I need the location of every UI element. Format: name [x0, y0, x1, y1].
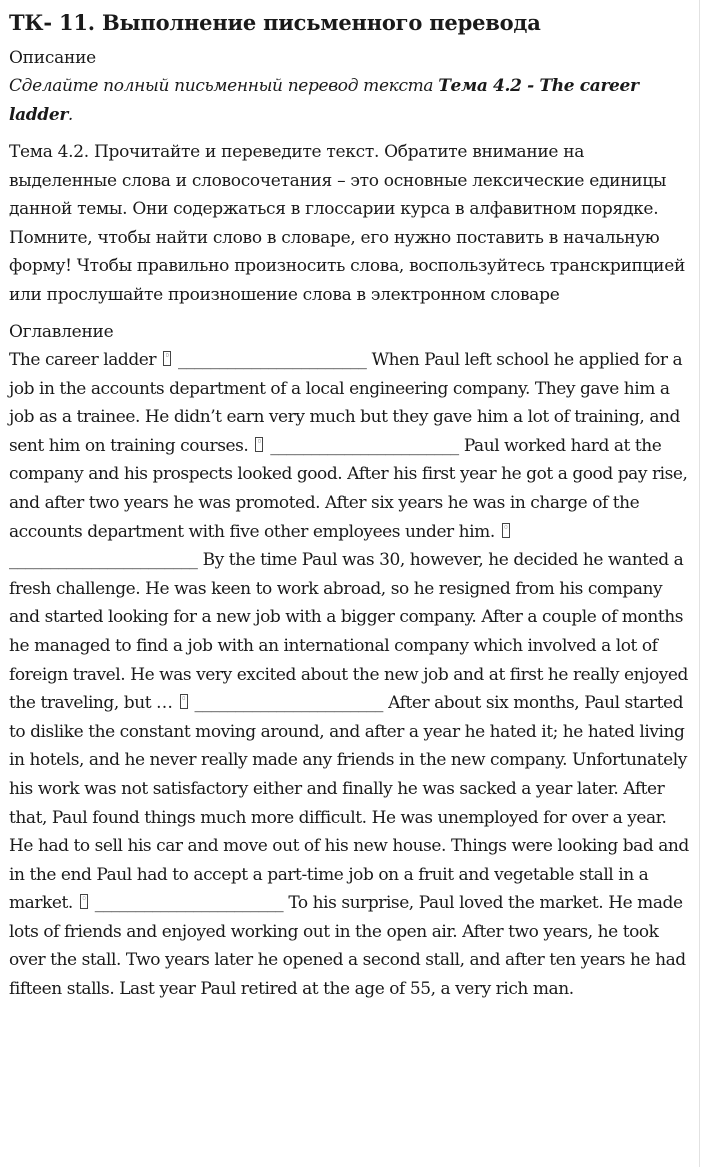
missing-glyph-icon: □: [502, 523, 510, 538]
text-heading: The career ladder: [9, 350, 157, 370]
missing-glyph-icon: □: [255, 437, 263, 452]
missing-glyph-icon: □: [163, 351, 171, 366]
page-title: ТК- 11. Выполнение письменного перевода: [9, 10, 541, 35]
text-body: [9, 346, 691, 1004]
contents-label: Оглавление: [9, 322, 114, 342]
missing-glyph-icon: □: [80, 894, 88, 909]
paragraph-1: When Paul left school he applied for a job in the accounts department of a local engineering company. They gave him a job as a trainee. He didn’t earn very much but they gave him a lot of training, and sent him on training courses.: [9, 350, 683, 456]
blank-line: _______________________: [94, 893, 284, 914]
task-topic: Тема 4.2 - The career ladder: [9, 76, 639, 125]
blank-line: _______________________: [178, 350, 367, 370]
paragraph-5: To his surprise, Paul loved the market. He made lots of friends and enjoyed working out in the open air. After two years, he took over the stall. Two years later he opened a second stall, and after ten years he had fifteen stalls. Last year Paul retired at the age of 55, a very rich man.: [9, 893, 686, 1000]
blank-line: _______________________: [194, 693, 384, 714]
paragraph-3: By the time Paul was 30, however, he decided he wanted a fresh challenge. He was keen to work abroad, so he resigned from his company and started looking for a new job with a bigger company. After a couple of months he managed to find a job with an international company which involved a lot of foreign travel. He was very excited about the new job and at first he really enjoyed the traveling, but …: [9, 550, 688, 714]
task-period: .: [67, 105, 73, 125]
intro-paragraph: Тема 4.2. Прочитайте и переведите текст. Обратите внимание на выделенные слова и словосочетания – это основные лексические единицы данной темы. Они содержаться в глоссарии курса в алфавитном порядке. Помните, чтобы найти слово в словаре, его нужно поставить в начальную форму! Чтобы правильно произносить слова, воспользуйтесь транскрипцией или прослушайте произношение слова в электронном словаре: [9, 142, 686, 305]
task-text: Сделайте полный письменный перевод текста: [9, 76, 439, 96]
missing-glyph-icon: □: [180, 694, 188, 709]
blank-line: _______________________: [270, 435, 459, 456]
task-instruction: [9, 72, 691, 130]
description-label: Описание: [9, 48, 96, 68]
paragraph-2: Paul worked hard at the company and his prospects looked good. After his first year he got a good pay rise, and after two years he was promoted. After six years he was in charge of the accounts department with five other employees under him.: [9, 435, 688, 542]
paragraph-4: After about six months, Paul started to dislike the constant moving around, and after a year he hated it; he hated living in hotels, and he never really made any friends in the new company. Unfortunately his work was not satisfactory either and finally he was sacked a year later. After that, Paul found things much more difficult. He was unemployed for over a year. He had to sell his car and move out of his new house. Things were looking bad and in the end Paul had to accept a part-time job on a fruit and vegetable stall in a market.: [9, 693, 689, 914]
blank-line: _______________________: [9, 550, 198, 571]
